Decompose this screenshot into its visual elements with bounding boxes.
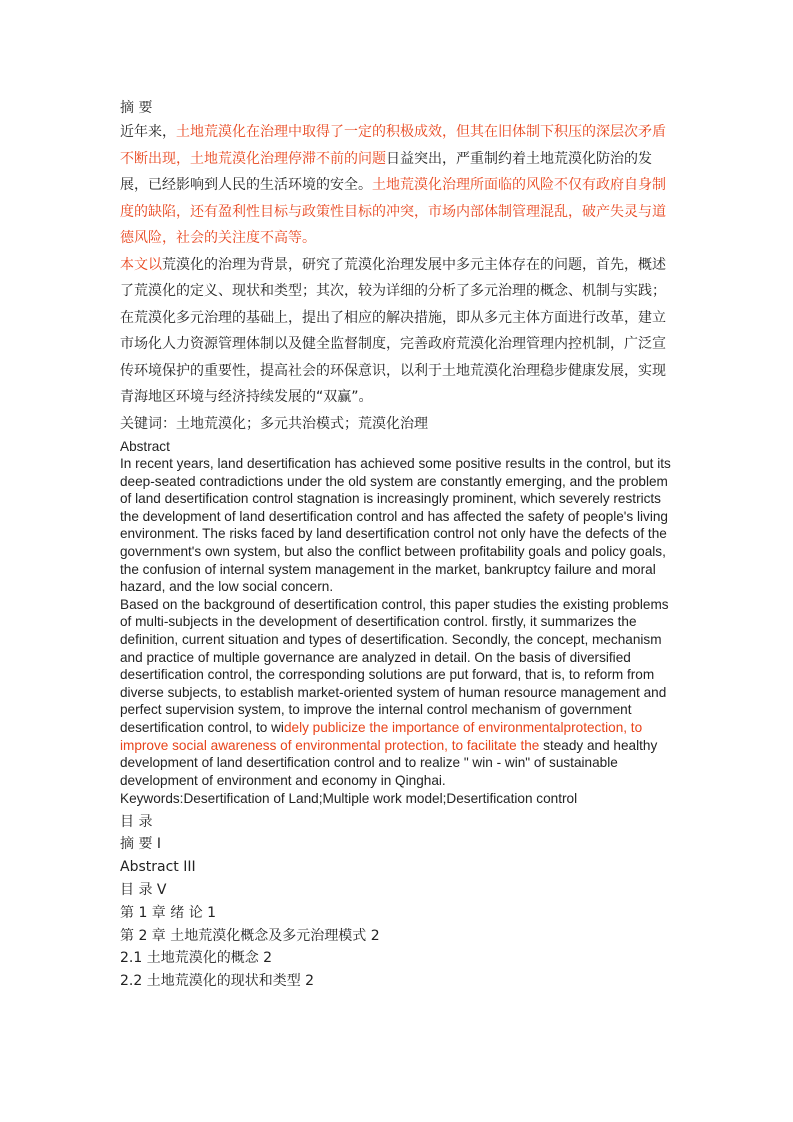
toc-item-label: 2.1 土地荒漠化的概念 2 <box>120 950 273 967</box>
text-run: 近年来， <box>120 124 176 140</box>
text-run: 荒漠化的治理为背景，研究了荒漠化治理发展中多元主体存在的问题，首先，概述了荒漠化的定义、现状和类型；其次，较为详细的分析了多元治理的概念、机制与实践；在荒漠化多元治理的基础上，提出了相应的解决措施，即从多元主体方面进行改革，建立市场化人力资源管理体制以及健全监督制度，完善政府荒漠化治理管理内控机制，广泛宣传环境保护的重要性，提高社会的环保意识，以利于土地荒漠化治理稳步健康发展，实现青海地区环境与经济持续发展的“双赢”。 <box>120 256 666 405</box>
highlighted-text: 本文以 <box>120 256 162 273</box>
highlighted-text: 土地荒漠化在治理中取得了一定的积极成效，但其在旧体制下积压的深层次矛盾不断出现，土地荒漠化治理停滞不前的问题 <box>120 124 666 167</box>
toc-item-label: 第 2 章 土地荒漠化概念及多元治理模式 2 <box>120 927 380 944</box>
toc-item-label: 2.2 土地荒漠化的现状和类型 2 <box>120 973 315 990</box>
toc-heading: 目 录 <box>120 814 153 831</box>
toc-item[interactable] <box>120 947 676 970</box>
text-run: 日益突出，严重制约着土地荒漠化防治的发展，已经影响到人民的生活环境的安全。 <box>120 150 652 193</box>
abstract-en-paragraph-1: In recent years, land desertification has achieved some positive results in the control, but its deep-seated contradictions under the old system are constantly emerging, and the problem of land desertification control stagnation is increasingly prominent, which severely restricts the development of land desertification control and has affected the safety of people's living environment. The risks faced by land desertification control not only have the defects of the government's own system, but also the conflict between profitability goals and policy goals, the confusion of internal system management in the market, bankruptcy failure and moral hazard, and the low social concern. <box>120 456 671 595</box>
toc-item-label: 摘 要 I <box>120 836 162 853</box>
text-run: Based on the background of desertification control, this paper studies the existing problems of multi-subjects in the development of desertification control. firstly, it summarizes the definition, current situation and types of desertification. Secondly, the concept, mechanism and practice of multiple governance are analyzed in detail. On the basis of diversified desertification control, the corresponding solutions are put forward, that is, to reform from diverse subjects, to establish market-oriented system of human resource management and perfect supervision system, to improve the internal control mechanism of government desertification control, to wi <box>120 596 669 735</box>
abstract-cn-heading: 摘 要 <box>120 100 153 116</box>
table-of-contents <box>120 833 676 993</box>
abstract-en-heading: Abstract <box>120 438 170 454</box>
abstract-en-paragraph-2 <box>120 596 676 790</box>
document-page <box>120 97 676 993</box>
toc-item[interactable] <box>120 902 676 925</box>
abstract-cn-keywords: 关键词：土地荒漠化；多元共治模式；荒漠化治理 <box>120 415 428 432</box>
toc-item[interactable] <box>120 970 676 993</box>
abstract-en-keywords: Keywords:Desertification of Land;Multiple work model;Desertification control <box>120 791 578 807</box>
highlighted-text: dely publicize the importance of environmentalprotection, to improve social awareness of environmental protection, to facilitate the <box>120 720 643 753</box>
abstract-cn-paragraph-1 <box>120 119 676 252</box>
toc-item[interactable] <box>120 879 676 902</box>
abstract-cn-paragraph-2 <box>120 252 676 411</box>
toc-item[interactable] <box>120 925 676 948</box>
toc-item[interactable] <box>120 833 676 856</box>
highlighted-text: 土地荒漠化治理所面临的风险不仅有政府自身制度的缺陷，还有盈利性目标与政策性目标的冲突，市场内部体制管理混乱，破产失灵与道德风险，社会的关注度不高等。 <box>120 177 666 246</box>
toc-item-label: Abstract III <box>120 859 196 876</box>
text-run: steady and healthy development of land desertification control and to realize " win - win" of sustainable development of environment and economy in Qinghai. <box>120 737 658 788</box>
toc-item-label: 第 1 章 绪 论 1 <box>120 904 217 921</box>
toc-item[interactable] <box>120 856 676 879</box>
toc-item-label: 目 录 V <box>120 881 167 898</box>
